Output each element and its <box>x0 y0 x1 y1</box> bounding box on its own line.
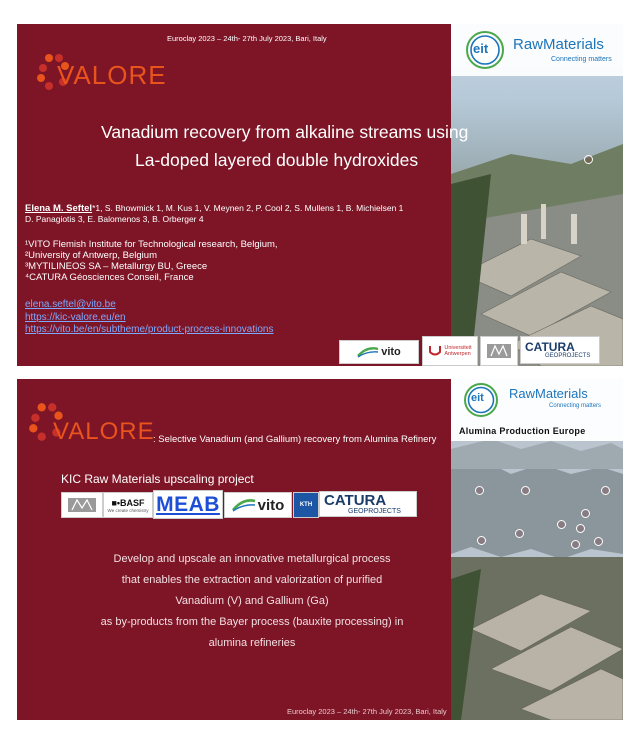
catura-sub: GEOPROJECTS <box>348 507 401 515</box>
raw-materials-label: RawMaterials <box>513 36 604 53</box>
description-line-1: Develop and upscale an innovative metallurgical process <box>113 553 391 565</box>
affiliation-4: ⁴CATURA Géosciences Conseil, France <box>25 272 194 283</box>
basf-logo <box>103 492 153 518</box>
basf-sub: We create chemistry <box>107 507 149 513</box>
meab-text: MEAB <box>156 492 220 516</box>
meab-logo <box>153 490 223 519</box>
slide1-title-line1: Vanadium recovery from alkaline streams using <box>101 122 469 142</box>
kth-logo <box>293 492 319 518</box>
catura-sub: GEOPROJECTS <box>545 353 591 359</box>
vito-text: vito <box>257 496 285 514</box>
map-pin <box>576 524 585 533</box>
uantwerp-shield-icon <box>428 344 442 358</box>
map-pin <box>571 540 580 549</box>
vito-logo <box>339 340 419 364</box>
contact-links <box>25 299 273 337</box>
map-pin <box>477 536 486 545</box>
mytilineos-logo <box>61 492 103 518</box>
slide-1 <box>17 24 623 366</box>
authors-line-2: D. Panagiotis 3, E. Balomenos 3, B. Orberger 4 <box>25 214 204 224</box>
affiliation-3: ³MYTILINEOS SA – Metallurgy BU, Greece <box>25 261 208 272</box>
valore-wordmark <box>57 60 167 91</box>
raw-materials-label: RawMaterials <box>509 386 588 401</box>
map-pin <box>557 520 566 529</box>
affiliation-1: ¹VITO Flemish Institute for Technological research, Belgium, <box>25 239 278 250</box>
eit-label: eit <box>471 392 484 404</box>
map-pin <box>521 486 530 495</box>
description-line-4: as by-products from the Bayer process (bauxite processing) in <box>100 616 404 628</box>
vito-swoosh-icon <box>232 498 256 512</box>
eit-raw-materials-logo <box>451 379 623 441</box>
map-title: Alumina Production Europe <box>459 426 586 436</box>
kth-text: KTH <box>299 502 313 508</box>
project-label: KIC Raw Materials upscaling project <box>61 472 254 486</box>
uantwerp-text-1: Universiteit <box>444 345 472 351</box>
map-pin <box>475 486 484 495</box>
slide1-title-line2: La-doped layered double hydroxides <box>135 150 419 170</box>
uantwerp-text-2: Antwerpen <box>444 351 471 357</box>
map-pin <box>594 537 603 546</box>
basf-text: ■•BASF <box>111 497 145 508</box>
conference-line: Euroclay 2023 – 24th- 27th July 2023, Bari, Italy <box>287 707 447 716</box>
description-line-5: alumina refineries <box>208 637 296 649</box>
vito-swoosh-icon <box>357 346 379 358</box>
affiliation-2: ²University of Antwerp, Belgium <box>25 250 157 261</box>
slide2-subtitle: : Selective Vanadium (and Gallium) recovery from Alumina Refinery <box>153 434 437 445</box>
vito-text: vito <box>381 346 401 358</box>
valore-website-link[interactable]: https://kic-valore.eu/en <box>25 311 126 323</box>
connecting-matters-label: Connecting matters <box>551 56 612 63</box>
conference-line: Euroclay 2023 – 24th- 27th July 2023, Bari, Italy <box>167 34 327 43</box>
author-main: Elena M. Seftel <box>25 203 93 214</box>
description-line-3: Vanadium (V) and Gallium (Ga) <box>175 595 329 607</box>
location-pin <box>584 155 593 164</box>
project-description <box>57 549 447 654</box>
mytilineos-logo <box>480 336 518 366</box>
catura-text: CATURA <box>324 491 387 509</box>
valore-wordmark <box>53 418 155 446</box>
vito-website-link[interactable]: https://vito.be/en/subtheme/product-process-innovations <box>25 324 274 335</box>
authors-rest-1: *1, S. Bhowmick 1, M. Kus 1, V. Meynen 2, P. Cool 2, S. Mullens 1, B. Michielsen 1 <box>92 203 404 213</box>
description-line-2: that enables the extraction and valorization of purified <box>121 574 383 586</box>
mytilineos-icon <box>485 342 513 360</box>
map-pin <box>601 486 610 495</box>
eit-raw-materials-logo <box>451 24 623 76</box>
email-link[interactable]: elena.seftel@vito.be <box>25 299 116 310</box>
authors-line-1 <box>25 203 455 214</box>
vito-logo <box>224 492 292 518</box>
uantwerp-logo <box>422 336 478 366</box>
valore-text: VALORE <box>57 60 167 90</box>
catura-text: CATURA <box>525 340 575 354</box>
slide-2 <box>17 379 623 720</box>
connecting-matters-label: Connecting matters <box>549 403 602 409</box>
catura-logo <box>520 336 600 364</box>
map-pin <box>515 529 524 538</box>
eit-label: eit <box>473 41 489 56</box>
map-pin <box>581 509 590 518</box>
affiliations <box>25 239 278 283</box>
catura-logo <box>319 491 417 517</box>
valore-text: VALORE <box>53 418 155 445</box>
mytilineos-icon <box>66 496 98 514</box>
